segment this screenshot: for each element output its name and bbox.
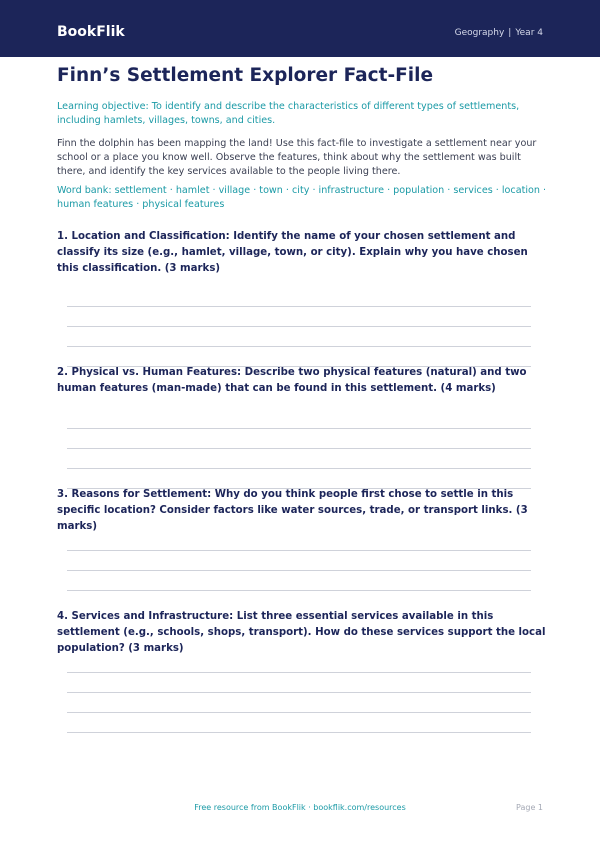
answer-line[interactable]	[67, 712, 531, 713]
question-4: 4. Services and Infrastructure: List three essential services available in this settlement (e.g., schools, shops, transport). How do these services support the local population? (3 marks)	[57, 611, 546, 654]
answer-line[interactable]	[67, 306, 531, 307]
answer-line[interactable]	[67, 428, 531, 429]
brand-logo: BookFlik	[57, 24, 125, 40]
answer-line[interactable]	[67, 570, 531, 571]
word-bank: Word bank: settlement · hamlet · village · town · city · infrastructure · population · services · location · human features · physical features	[57, 185, 547, 210]
question-2: 2. Physical vs. Human Features: Describe two physical features (natural) and two human features (man-made) that can be found in this settlement. (4 marks)	[57, 367, 527, 394]
question-1: 1. Location and Classification: Identify the name of your chosen settlement and classify its size (e.g., hamlet, village, town, or city). Explain why you have chosen this classification. (3 marks)	[57, 231, 528, 274]
page-title: Finn’s Settlement Explorer Fact-File	[57, 65, 434, 86]
page-number: Page 1	[516, 803, 543, 812]
learning-objective: Learning objective: To identify and describe the characteristics of different types of settlements, including hamlets, villages, towns, and cities.	[57, 101, 520, 126]
answer-line[interactable]	[67, 468, 531, 469]
subject-label: Geography	[454, 28, 505, 38]
answer-line[interactable]	[67, 590, 531, 591]
page-header	[0, 0, 600, 57]
subject-year-label	[455, 27, 543, 39]
answer-line[interactable]	[67, 448, 531, 449]
footer-credit[interactable]: Free resource from BookFlik · bookflik.com/resources	[194, 803, 406, 812]
answer-line[interactable]	[67, 326, 531, 327]
answer-line[interactable]	[67, 346, 531, 347]
year-label: Year 4	[515, 28, 543, 38]
intro-paragraph: Finn the dolphin has been mapping the land! Use this fact-file to investigate a settlement near your school or a place you know well. Observe the features, think about why the settlement was built there, and identify the key services available to the people living there.	[57, 138, 537, 177]
answer-line[interactable]	[67, 550, 531, 551]
question-3: 3. Reasons for Settlement: Why do you think people first chose to settle in this specific location? Consider factors like water sources, trade, or transport links. (3 marks)	[57, 489, 528, 532]
meta-separator: |	[508, 28, 512, 38]
answer-line[interactable]	[67, 692, 531, 693]
answer-line[interactable]	[67, 732, 531, 733]
answer-line[interactable]	[67, 672, 531, 673]
